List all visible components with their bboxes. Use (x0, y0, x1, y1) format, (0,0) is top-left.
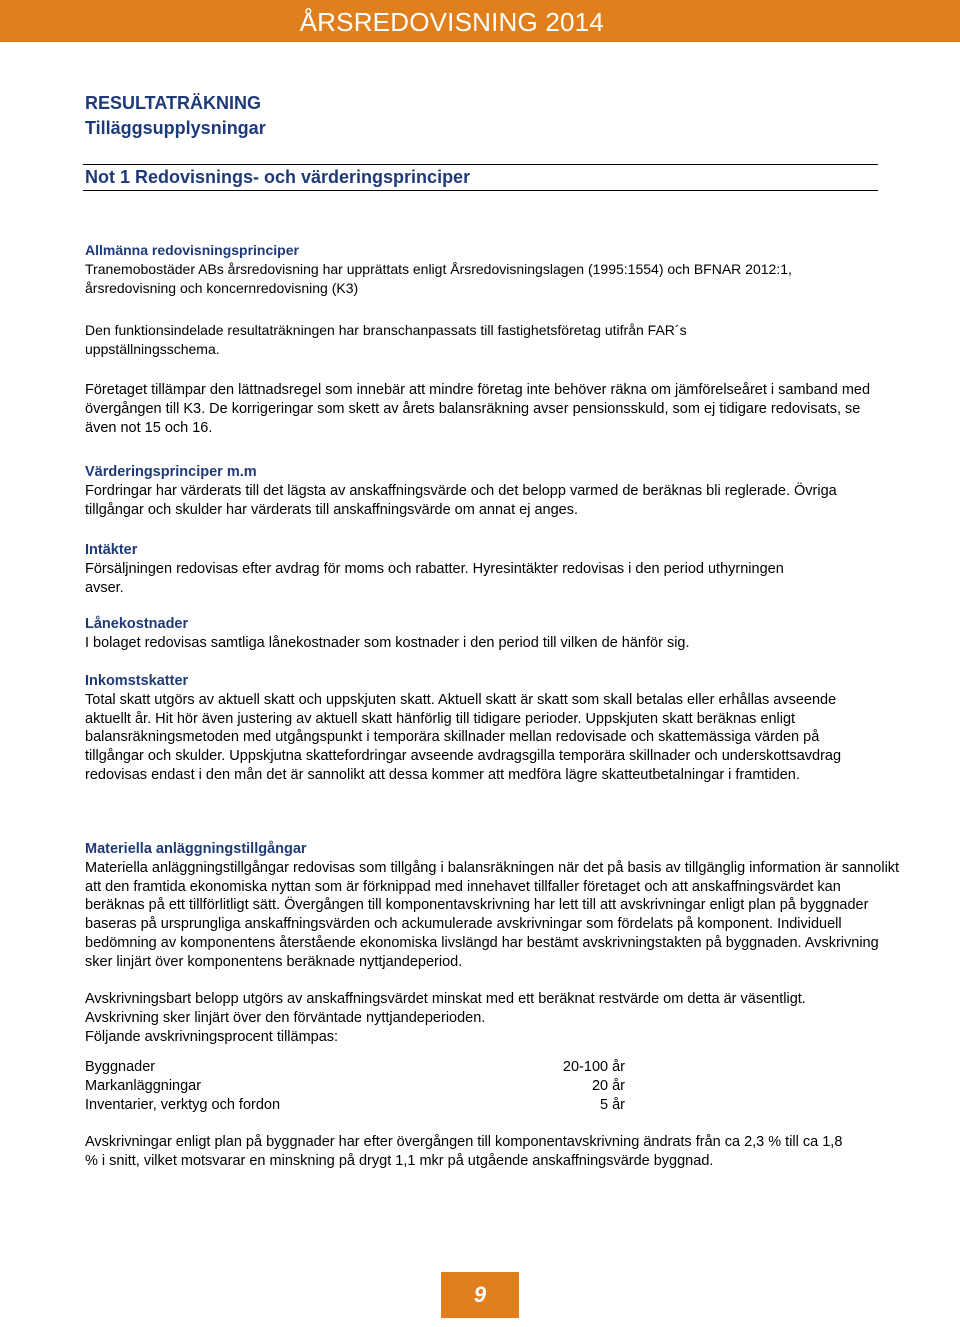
page-title: RESULTATRÄKNING (85, 93, 261, 113)
depreciation-rates-table (85, 1057, 625, 1114)
rate-value: 20 år (591, 1077, 625, 1094)
section-heading: Lånekostnader (85, 616, 189, 632)
paragraph: Försäljningen redovisas efter avdrag för moms och rabatter. Hyresintäkter redovisas i den period uthyrningen avser. (85, 560, 784, 596)
section-materiella (85, 840, 900, 972)
section-intakter (85, 541, 785, 597)
section-vardering (85, 463, 880, 519)
paragraph: I bolaget redovisas samtliga lånekostnader som kostnader i den period till vilken de hänför sig. (85, 634, 690, 651)
rate-label: Inventarier, verktyg och fordon (85, 1096, 281, 1113)
paragraph: Avskrivningar enligt plan på byggnader har efter övergången till komponentavskrivning ändrats från ca 2,3 % till ca 1,8 % i snitt, vilket motsvarar en minskning på drygt 1,1 mkr på utgående anskaffningsvärde byggnad. (85, 1134, 843, 1169)
table-row (85, 1095, 625, 1114)
paragraph: Följande avskrivningsprocent tillämpas: (85, 1028, 339, 1045)
section-materiella-p3 (85, 1133, 850, 1171)
table-row (85, 1076, 625, 1095)
paragraph: Avskrivningsbart belopp utgörs av anskaffningsvärdet minskat med ett beräknat restvärde om detta är väsentligt. (85, 991, 806, 1007)
paragraph: Total skatt utgörs av aktuell skatt och uppskjuten skatt. Aktuell skatt är skatt som skall betalas eller erhållas avseende aktuellt år. Hit hör även justering av aktuell skatt hänförlig till tidigare perioder. Uppskjuten skatt beräknas enligt balansräkningsmetoden med utgångspunkt i temporära skillnader mellan redovisade och skattemässiga värden på tillgångar och skulder. Uppskjutna skattefordringar avseende avdragsgilla temporära skillnader och underskottsavdrag redovisas endast i den mån det är sannolikt att dessa kommer att medföra lägre skatteutbetalningar i framtiden. (85, 691, 842, 783)
paragraph: Avskrivning sker linjärt över den förväntade nyttjandeperioden. (85, 1009, 486, 1026)
paragraph: Företaget tillämpar den lättnadsregel som innebär att mindre företag inte behöver räkna om jämförelseåret i samband med övergången till K3. De korrigeringar som skett av årets balansräkning avser pensionsskuld, som ej tidigare redovisats, se även not 15 och 16. (85, 382, 871, 436)
page-subtitle: Tilläggsupplysningar (85, 118, 266, 138)
table-row (85, 1057, 625, 1076)
paragraph: Den funktionsindelade resultaträkningen har branschanpassats till fastighetsföretag utifrån FAR´s uppställningsschema. (85, 322, 687, 357)
rate-label: Byggnader (85, 1058, 156, 1075)
paragraph: Fordringar har värderats till det lägsta av anskaffningsvärde och det belopp varmed de beräknas bli reglerade. Övriga tillgångar och skulder har värderats till anskaffningsvärde om annat ej anges. (85, 482, 837, 518)
section-allmanna-p3 (85, 381, 875, 437)
section-heading: Värderingsprinciper m.m (85, 464, 257, 480)
rate-value: 5 år (600, 1096, 625, 1113)
note-title: Not 1 Redovisnings- och värderingsprinciper (85, 167, 471, 187)
section-inkomstskatter (85, 672, 880, 785)
divider-top (83, 164, 878, 165)
rate-value: 20-100 år (562, 1058, 625, 1075)
section-heading: Materiella anläggningstillgångar (85, 841, 307, 857)
section-allmanna-p2 (85, 321, 785, 359)
section-heading: Inkomstskatter (85, 673, 189, 689)
paragraph: Materiella anläggningstillgångar redovisas som tillgång i balansräkningen när det på basis av tillgänglig information är sannolikt att den framtida ekonomiska nyttan som är förknippad med innehavet tillfaller företaget och att anskaffningsvärdet kan beräknas på ett tillförlitligt sätt. Övergången till komponentavskrivning har lett till att avskrivningar enligt plan på byggnader baseras på ursprungliga anskaffningsvärden och ackumulerade avskrivningar som fördelats på komponent. Individuell bedömning av komponentens återstående ekonomiska livslängd har bestämt avskrivningstakten på byggnaden. Avskrivning sker linjärt över komponentens beräknade nyttjandeperiod. (85, 859, 900, 970)
rate-label: Markanläggningar (85, 1077, 202, 1094)
paragraph: Tranemobostäder ABs årsredovisning har upprättats enligt Årsredovisningslagen (1995:1554) och BFNAR 2012:1, årsredovisning och koncernredovisning (K3) (85, 261, 792, 296)
document-title: ÅRSREDOVISNING 2014 (299, 7, 604, 37)
section-allmanna (85, 241, 875, 298)
section-lanekostnader (85, 615, 885, 653)
page-number: 9 (441, 1272, 519, 1318)
section-heading: Intäkter (85, 542, 138, 558)
divider-bottom (83, 190, 878, 191)
section-materiella-p2 (85, 990, 885, 1046)
section-heading: Allmänna redovisningsprinciper (85, 242, 299, 258)
header-bar (0, 0, 960, 42)
